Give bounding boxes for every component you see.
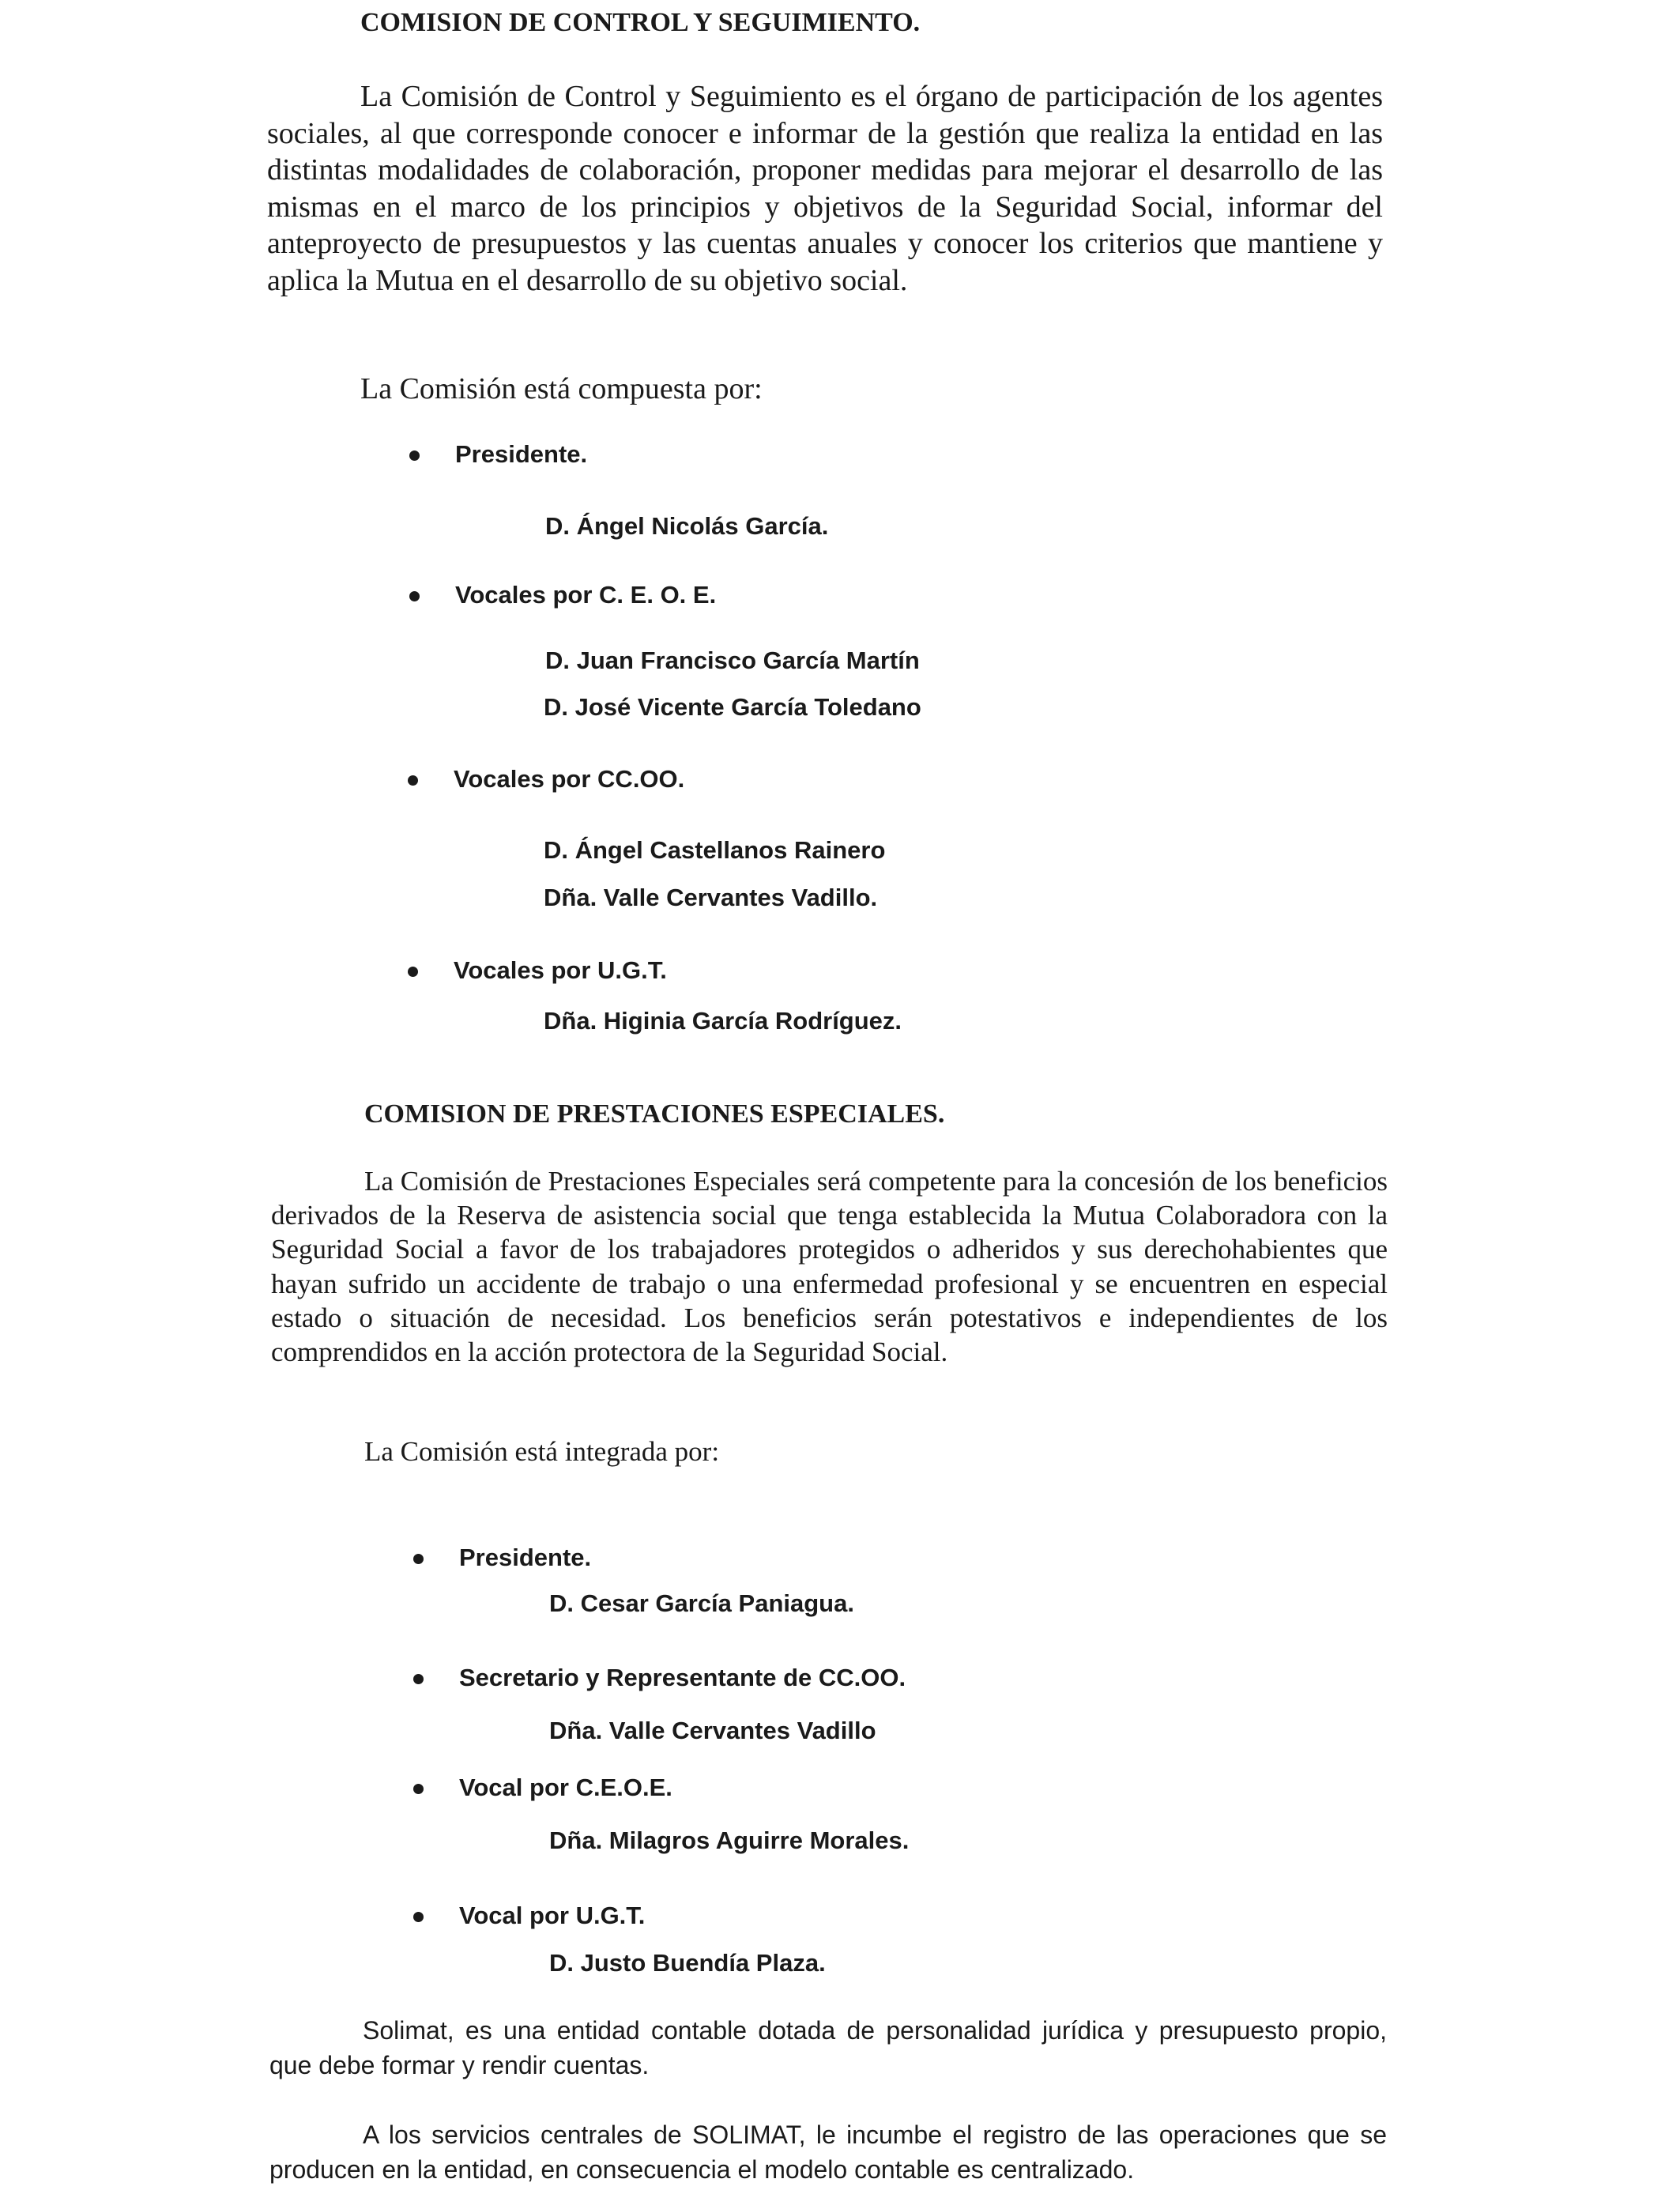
bullet-icon [408,967,418,977]
bullet-icon [413,1912,424,1922]
closing-paragraph-1: Solimat, es una entidad contable dotada de personalidad jurídica y presupuesto propio, que debe formar y rendir cuentas. [269,2016,1387,2079]
member-name: Dña. Higinia García Rodríguez. [544,1007,902,1035]
role-presidente: Presidente. [459,1544,592,1571]
member-name: Dña. Milagros Aguirre Morales. [549,1826,910,1854]
role-vocales-ccoo: Vocales por CC.OO. [454,765,685,793]
section-heading-prestaciones: COMISION DE PRESTACIONES ESPECIALES. [364,1099,945,1129]
bullet-icon [413,1674,424,1684]
member-name: D. Ángel Castellanos Rainero [544,836,886,864]
bullet-icon [413,1784,424,1794]
closing-paragraph-2: A los servicios centrales de SOLIMAT, le incumbe el registro de las operaciones que se producen en la entidad, en consecuencia el modelo contable es centralizado. [269,2120,1387,2184]
bullet-icon [409,591,420,601]
member-name: Dña. Valle Cervantes Vadillo. [544,884,878,911]
section-heading-control: COMISION DE CONTROL Y SEGUIMIENTO. [360,8,921,37]
member-name: D. Juan Francisco García Martín [545,647,920,674]
role-secretario: Secretario y Representante de CC.OO. [459,1664,906,1691]
role-vocal-ugt: Vocal por U.G.T. [459,1902,646,1929]
role-vocales-ceoe: Vocales por C. E. O. E. [455,581,717,609]
paragraph-control: La Comisión de Control y Seguimiento es el órgano de participación de los agentes sociales, al que corresponde conocer e informar de la gestión que realiza la entidad en las distintas modalidades de colaboración, proponer medidas para mejorar el desarrollo de las mismas en el marco de los principios y objetivos de la Seguridad Social, informar del anteproyecto de presupuestos y las cuentas anuales y conocer los criterios que mantiene y aplica la Mutua en el desarrollo de su objetivo social. [267,80,1383,297]
member-name: Dña. Valle Cervantes Vadillo [549,1717,876,1744]
member-name: D. Justo Buendía Plaza. [549,1949,826,1977]
member-name: D. José Vicente García Toledano [544,693,921,721]
member-name: D. Cesar García Paniagua. [549,1589,854,1617]
intro-control: La Comisión está compuesta por: [360,372,763,405]
role-vocales-ugt: Vocales por U.G.T. [454,956,667,984]
bullet-icon [413,1554,424,1564]
intro-prestaciones: La Comisión está integrada por: [364,1436,720,1467]
role-presidente: Presidente. [455,440,588,468]
bullet-icon [408,775,418,786]
bullet-icon [409,450,420,461]
paragraph-prestaciones: La Comisión de Prestaciones Especiales será competente para la concesión de los beneficios derivados de la Reserva de asistencia social que tenga establecida la Mutua Colaboradora con la Seguridad Social a favor de los trabajadores protegidos o adheridos y sus derechohabientes que hayan sufrido un accidente de trabajo o una enfermedad profesional y se encuentren en especial estado o situación de necesidad. Los beneficios serán potestativos e independientes de los comprendidos en la acción protectora de la Seguridad Social. [271,1166,1388,1368]
member-name: D. Ángel Nicolás García. [545,512,829,540]
role-vocal-ceoe: Vocal por C.E.O.E. [459,1774,672,1801]
